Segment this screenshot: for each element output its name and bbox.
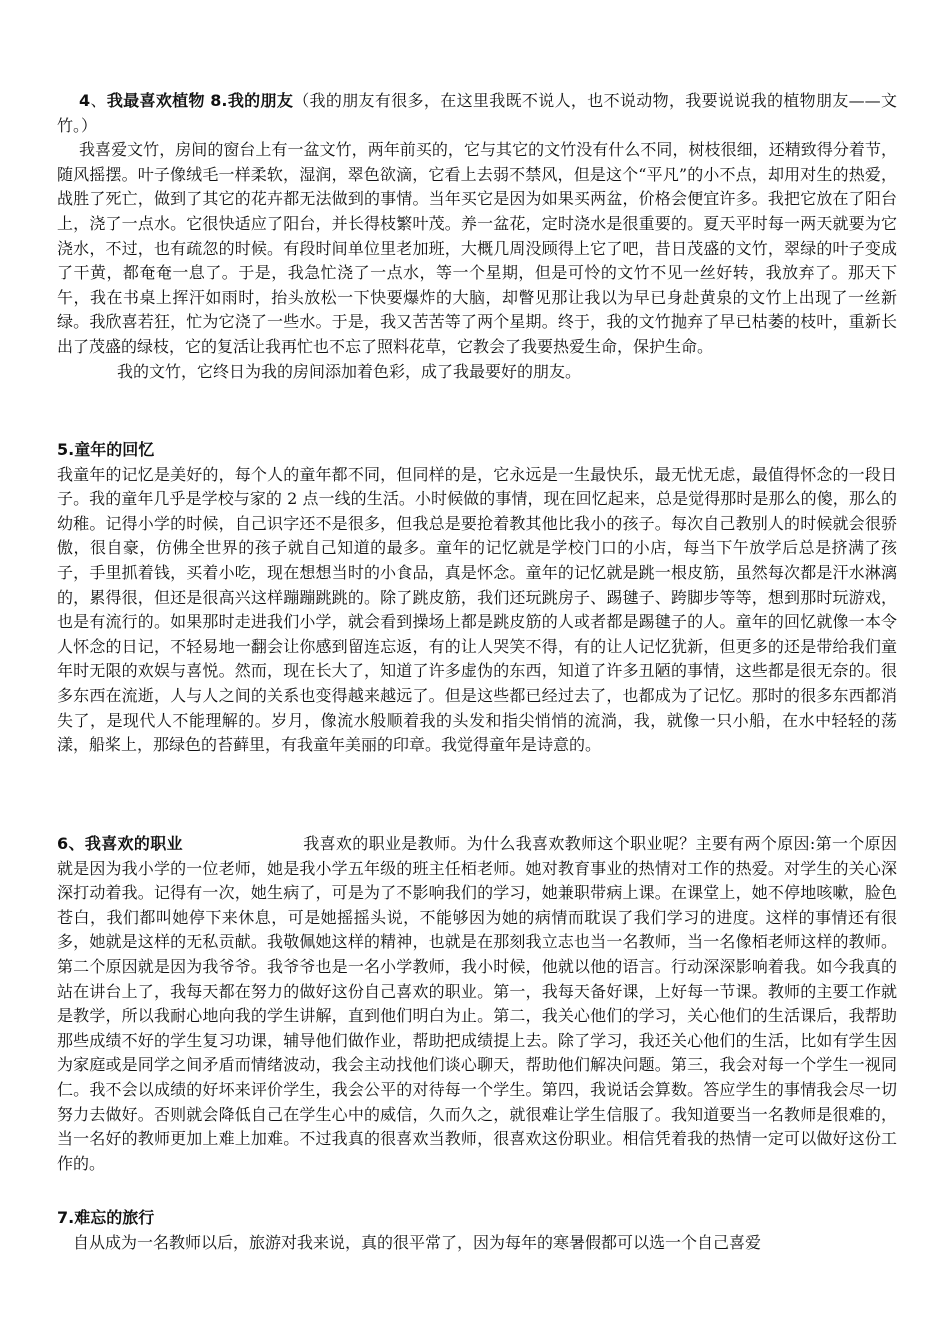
- section-5: [57, 438, 897, 758]
- section-4: [57, 89, 897, 384]
- section-5-title: 5.童年的回忆: [57, 440, 155, 459]
- section-6-paragraph: 我喜欢的职业是教师。为什么我喜欢教师这个职业呢？主要有两个原因:第一个原因就是因为我小学的一位老师，她是我小学五年级的班主任栢老师。她对教育事业的热情对工作的热爱。对学生的关心深深打动着我。记得有一次，她生病了，可是为了不影响我们的学习，她兼职带病上课。在课堂上，她不停地咳嗽，脸色苍白，我们都叫她停下来休息，可是她摇摇头说，不能够因为她的病情而耽误了我们学习的进度。这样的事情还有很多，她就是这样的无私贡献。我敬佩她这样的精神，也就是在那刻我立志也当一名教师，当一名像栢老师这样的教师。第二个原因就是因为我爷爷。我爷爷也是一名小学教师，我小时候，他就以他的语言。行动深深影响着我。如今我真的站在讲台上了，我每天都在努力的做好这份自己喜欢的职业。第一，我每天备好课，上好每一节课。教师的主要工作就是教学，所以我耐心地向我的学生讲解，直到他们明白为止。第二，我关心他们的学习，关心他们的生活课后，我帮助那些成绩不好的学生复习功课，辅导他们做作业，帮助把成绩提上去。除了学习，我还关心他们的生活，比如有学生因为家庭或是同学之间矛盾而情绪波动，我会主动找他们谈心聊天，帮助他们解决问题。第三，我会对每一个学生一视同仁。我不会以成绩的好坏来评价学生，我会公平的对待每一个学生。第四，我说话会算数。答应学生的事情我会尽一切努力去做好。否则就会降低自己在学生心中的威信，久而久之，就很难让学生信服了。我知道要当一名教师是很难的，当一名好的教师更加上难上加难。不过我真的很喜欢当教师，很喜欢这份职业。相信凭着我的热情一定可以做好这份工作的。: [57, 834, 897, 1173]
- section-8-title: 8.我的朋友: [210, 91, 294, 110]
- section-5-paragraph: 我童年的记忆是美好的，每个人的童年都不同，但同样的是，它永远是一生最快乐，最无忧无虑，最值得怀念的一段日子。我的童年几乎是学校与家的 2 点一线的生活。小时候做的事情，现在回忆起来，总是觉得那时是那么的傻，那么的幼稚。记得小学的时候，自己识字还不是很多，但我总是要抢着教其他比我小的孩子。每次自己教别人的时候就会很骄傲，很自豪，仿佛全世界的孩子就自己知道的最多。童年的记忆就是学校门口的小店，每当下午放学后总是挤满了孩子，手里抓着钱，买着小吃，现在想想当时的小食品，真是怀念。童年的记忆就是跳一根皮筋，虽然每次都是汗水淋漓的，累得很，但还是很高兴这样蹦蹦跳跳的。除了跳皮筋，我们还玩跳房子、踢毽子、跨脚步等等，想到那时玩游戏，也是有流行的。如果那时走进我们小学，就会看到操场上都是跳皮筋的人或者都是踢毽子的人。童年的回忆就像一本令人怀念的日记，不轻易地一翻会让你感到留连忘返，有的让人哭笑不得，有的让人记忆犹新，但更多的还是带给我们童年时无限的欢娱与喜悦。然而，现在长大了，知道了许多虚伪的东西，知道了许多丑陋的事情，这些都是很无奈的。很多东西在流逝，人与人之间的关系也变得越来越远了。但是这些都已经过去了，也都成为了记忆。那时的很多东西都消失了，是现代人不能理解的。岁月，像流水般顺着我的头发和指尖悄悄的流淌，我，就像一只小船，在水中轻轻的荡漾，船桨上，那绿色的苔藓里，有我童年美丽的印章。我觉得童年是诗意的。: [57, 464, 897, 755]
- section-4-paragraph-2: 我的文竹，它终日为我的房间添加着色彩，成了我最要好的朋友。: [117, 361, 582, 381]
- section-6: [57, 832, 897, 1176]
- section-7-paragraph: 自从成为一名教师以后，旅游对我来说，真的很平常了，因为每年的寒暑假都可以选一个自己喜爱: [73, 1232, 762, 1252]
- section-6-paragraph-wrap: [57, 832, 897, 1176]
- section-4-heading: [57, 89, 897, 138]
- section-4-number: 4: [79, 91, 91, 110]
- section-4-subtitle: （我的朋友有很多，在这里我既不说人，也不说动物，我要说说我的植物朋友——文竹。）: [57, 91, 897, 135]
- section-4-paragraph-1: 我喜爱文竹，房间的窗台上有一盆文竹，两年前买的，它与其它的文竹没有什么不同，树枝很细，还精致得分着节，随风摇摆。叶子像绒毛一样柔软，湿润，翠色欲滴，它看上去弱不禁风，但是这个“平凡”的小不点，却用对生的热爱，战胜了死亡，做到了其它的花卉都无法做到的事情。当年买它是因为如果买两盆，价格会便宜许多。我把它放在了阳台上，浇了一点水。它很快适应了阳台，并长得枝繁叶茂。养一盆花，定时浇水是很重要的。夏天平时每一两天就要为它浇水，不过，也有疏忽的时候。有段时间单位里老加班，大概几周没顾得上它了吧，昔日茂盛的文竹，翠绿的叶子变成了干黄，都奄奄一息了。于是，我急忙浇了一点水，等一个星期，但是可怜的文竹不见一丝好转，我放弃了。那天下午，我在书桌上挥汗如雨时，抬头放松一下快要爆炸的大脑，却瞥见那让我以为早已身赴黄泉的文竹上出现了一丝新绿。我欣喜若狂，忙为它浇了一些水。于是，我又苦苦等了两个星期。终于，我的文竹抛弃了早已枯萎的枝叶，重新长出了茂盛的绿枝，它的复活让我再忙也不忘了照料花草，它教会了我要热爱生命，保护生命。: [57, 140, 897, 356]
- section-6-title: 6、我喜欢的职业: [57, 834, 183, 853]
- section-7: [57, 1206, 897, 1255]
- section-4-separator: 、: [90, 91, 107, 110]
- section-4-title: 我最喜欢植物: [106, 91, 205, 110]
- section-7-title: 7.难忘的旅行: [57, 1208, 155, 1227]
